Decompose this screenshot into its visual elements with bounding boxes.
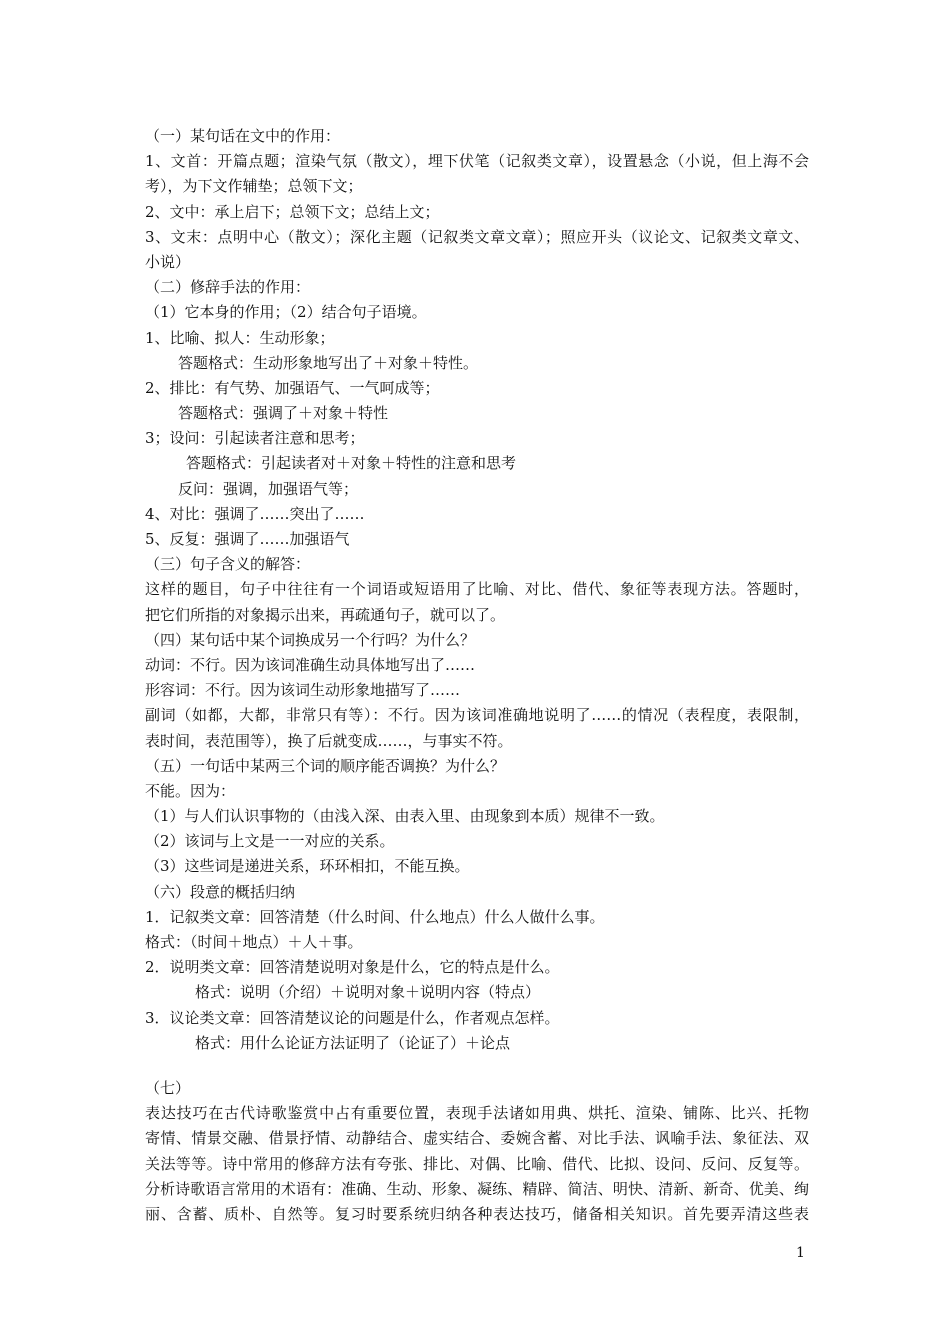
- list-item: （2）该词与上文是一一对应的关系。: [145, 832, 395, 851]
- list-item: 1．记叙类文章：回答清楚（什么时间、什么地点）什么人做什么事。: [145, 907, 605, 926]
- list-item: 2、排比：有气势、加强语气、一气呵成等；: [145, 378, 440, 397]
- paragraph-line: 分析诗歌语言常用的术语有：准确、生动、形象、凝练、精辟、简洁、明快、清新、新奇、优美、绚: [145, 1179, 809, 1198]
- list-item: 2．说明类文章：回答清楚说明对象是什么，它的特点是什么。: [145, 958, 560, 977]
- list-item: 3．议论类文章：回答清楚议论的问题是什么，作者观点怎样。: [145, 1008, 560, 1027]
- paragraph-line: 考），为下文作辅垫；总领下文；: [145, 177, 363, 196]
- paragraph-line: 格式：（时间＋地点）＋人＋事。: [145, 933, 363, 951]
- heading-section-6: （六）段意的概括归纳: [145, 882, 296, 901]
- list-item: （3）这些词是递进关系，环环相扣，不能互换。: [145, 857, 470, 876]
- paragraph-line: 3、文末：点明中心（散文）；深化主题（记叙类文章文章）；照应开头（议论文、记叙类文章文、: [145, 227, 809, 246]
- heading-section-3: （三）句子含义的解答：: [145, 555, 311, 574]
- heading-section-2: （二）修辞手法的作用：: [145, 278, 311, 297]
- answer-format-line: 答题格式：强调了＋对象＋特性: [178, 404, 389, 423]
- paragraph-line: 1、文首：开篇点题；渲染气氛（散文），埋下伏笔（记叙类文章），设置悬念（小说，但上海不会: [145, 152, 809, 171]
- heading-section-4: （四）某句话中某个词换成另一个行吗？为什么？: [145, 630, 476, 649]
- list-item: 4、对比：强调了……突出了……: [145, 504, 365, 523]
- paragraph-line: 不能。因为：: [145, 781, 236, 800]
- list-item: 5、反复：强调了……加强语气: [145, 530, 350, 548]
- paragraph-line: 这样的题目，句子中往往有一个词语或短语用了比喻、对比、借代、象征等表现方法。答题时，: [145, 580, 809, 599]
- paragraph-line: 表时间，表范围等），换了后就变成……，与事实不符。: [145, 731, 513, 750]
- paragraph-line: （1）它本身的作用；（2）结合句子语境。: [145, 303, 427, 322]
- list-item: 3；设问：引起读者注意和思考；: [145, 429, 365, 448]
- paragraph-line: 寄情、情景交融、借景抒情、动静结合、虚实结合、委婉含蓄、对比手法、讽喻手法、象征法、双: [145, 1129, 809, 1148]
- paragraph-line: 表达技巧在古代诗歌鉴赏中占有重要位置，表现手法诸如用典、烘托、渲染、铺陈、比兴、托物: [145, 1104, 809, 1123]
- answer-format-line: 答题格式：生动形象地写出了＋对象＋特性。: [178, 353, 479, 372]
- heading-section-7: （七）: [145, 1078, 191, 1097]
- heading-section-1: （一）某句话在文中的作用：: [145, 127, 341, 145]
- list-item: 1、比喻、拟人：生动形象；: [145, 328, 335, 347]
- answer-format-line: 格式：用什么论证方法证明了（论证了）＋论点: [195, 1033, 511, 1052]
- answer-format-line: 格式：说明（介绍）＋说明对象＋说明内容（特点）: [195, 983, 541, 1002]
- paragraph-line: 动词：不行。因为该词准确生动具体地写出了……: [145, 655, 476, 674]
- page-number: 1: [796, 1245, 805, 1261]
- paragraph-line: 丽、含蓄、质朴、自然等。复习时要系统归纳各种表达技巧，储备相关知识。首先要弄清这些表: [145, 1204, 809, 1223]
- list-item: （1）与人们认识事物的（由浅入深、由表入里、由现象到本质）规律不一致。: [145, 807, 665, 826]
- paragraph-line: 把它们所指的对象揭示出来，再疏通句子，就可以了。: [145, 605, 506, 624]
- paragraph-line: 小说）: [145, 252, 191, 271]
- document-body: [145, 124, 809, 1227]
- paragraph-line: 副词（如都，大都，非常只有等）：不行。因为该词准确地说明了……的情况（表程度，表限制，: [145, 706, 809, 725]
- paragraph-line: 2、文中：承上启下；总领下文；总结上文；: [145, 202, 440, 221]
- paragraph-line: 形容词：不行。因为该词生动形象地描写了……: [145, 681, 461, 700]
- paragraph-line: 关法等等。诗中常用的修辞方法有夸张、排比、对偶、比喻、借代、比拟、设问、反问、反复等。: [145, 1154, 809, 1173]
- blank-spacer: [145, 1056, 809, 1076]
- heading-section-5: （五）一句话中某两三个词的顺序能否调换？为什么？: [145, 756, 506, 775]
- answer-format-line: 答题格式：引起读者对＋对象＋特性的注意和思考: [186, 454, 517, 473]
- list-item: 反问：强调，加强语气等；: [178, 479, 359, 498]
